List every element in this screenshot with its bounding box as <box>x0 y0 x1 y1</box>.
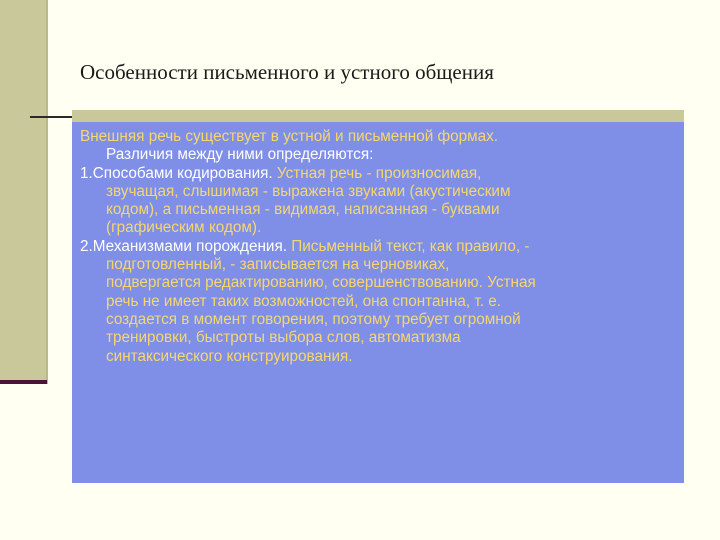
item-2-lead: 2.Механизмами порождения. <box>80 237 292 255</box>
item-2-line: речь не имеет таких возможностей, она спонтанна, т. е. <box>106 292 501 310</box>
item-2 <box>80 238 674 256</box>
item-1 <box>80 165 674 183</box>
item-1-line: звучащая, слышимая - выражена звуками (акустическим <box>106 182 511 200</box>
item-1-lead: 1.Способами кодирования. <box>80 164 277 182</box>
item-1-first: Устная речь - произносимая, <box>276 164 482 182</box>
item-2-line: синтаксического конструирования. <box>106 347 353 365</box>
intro-line-1: Внешняя речь существует в устной и письменной формах. <box>80 128 499 145</box>
item-1-line: кодом), а письменная - видимая, написанная - буквами <box>106 201 500 219</box>
item-2-line: тренировки, быстроты выбора слов, автоматизма <box>106 329 461 347</box>
content-panel <box>72 122 684 483</box>
panel-top-band <box>72 110 684 122</box>
intro-line-2: Различия между ними определяются: <box>106 146 374 164</box>
item-2-line: подвергается редактированию, совершенствованию. Устная <box>106 274 536 292</box>
item-1-line: (графическим кодом). <box>106 219 262 237</box>
item-2-first: Письменный текст, как правило, - <box>291 237 530 255</box>
item-2-line: создается в момент говорения, поэтому требует огромной <box>106 310 521 328</box>
slide-title: Особенности письменного и устного общения <box>80 60 494 84</box>
item-2-line: подготовленный, - записывается на черновиках, <box>106 256 450 274</box>
left-bar-bottom-edge <box>0 380 47 384</box>
left-decorative-bar <box>0 0 46 383</box>
left-bar-divider <box>46 0 48 384</box>
